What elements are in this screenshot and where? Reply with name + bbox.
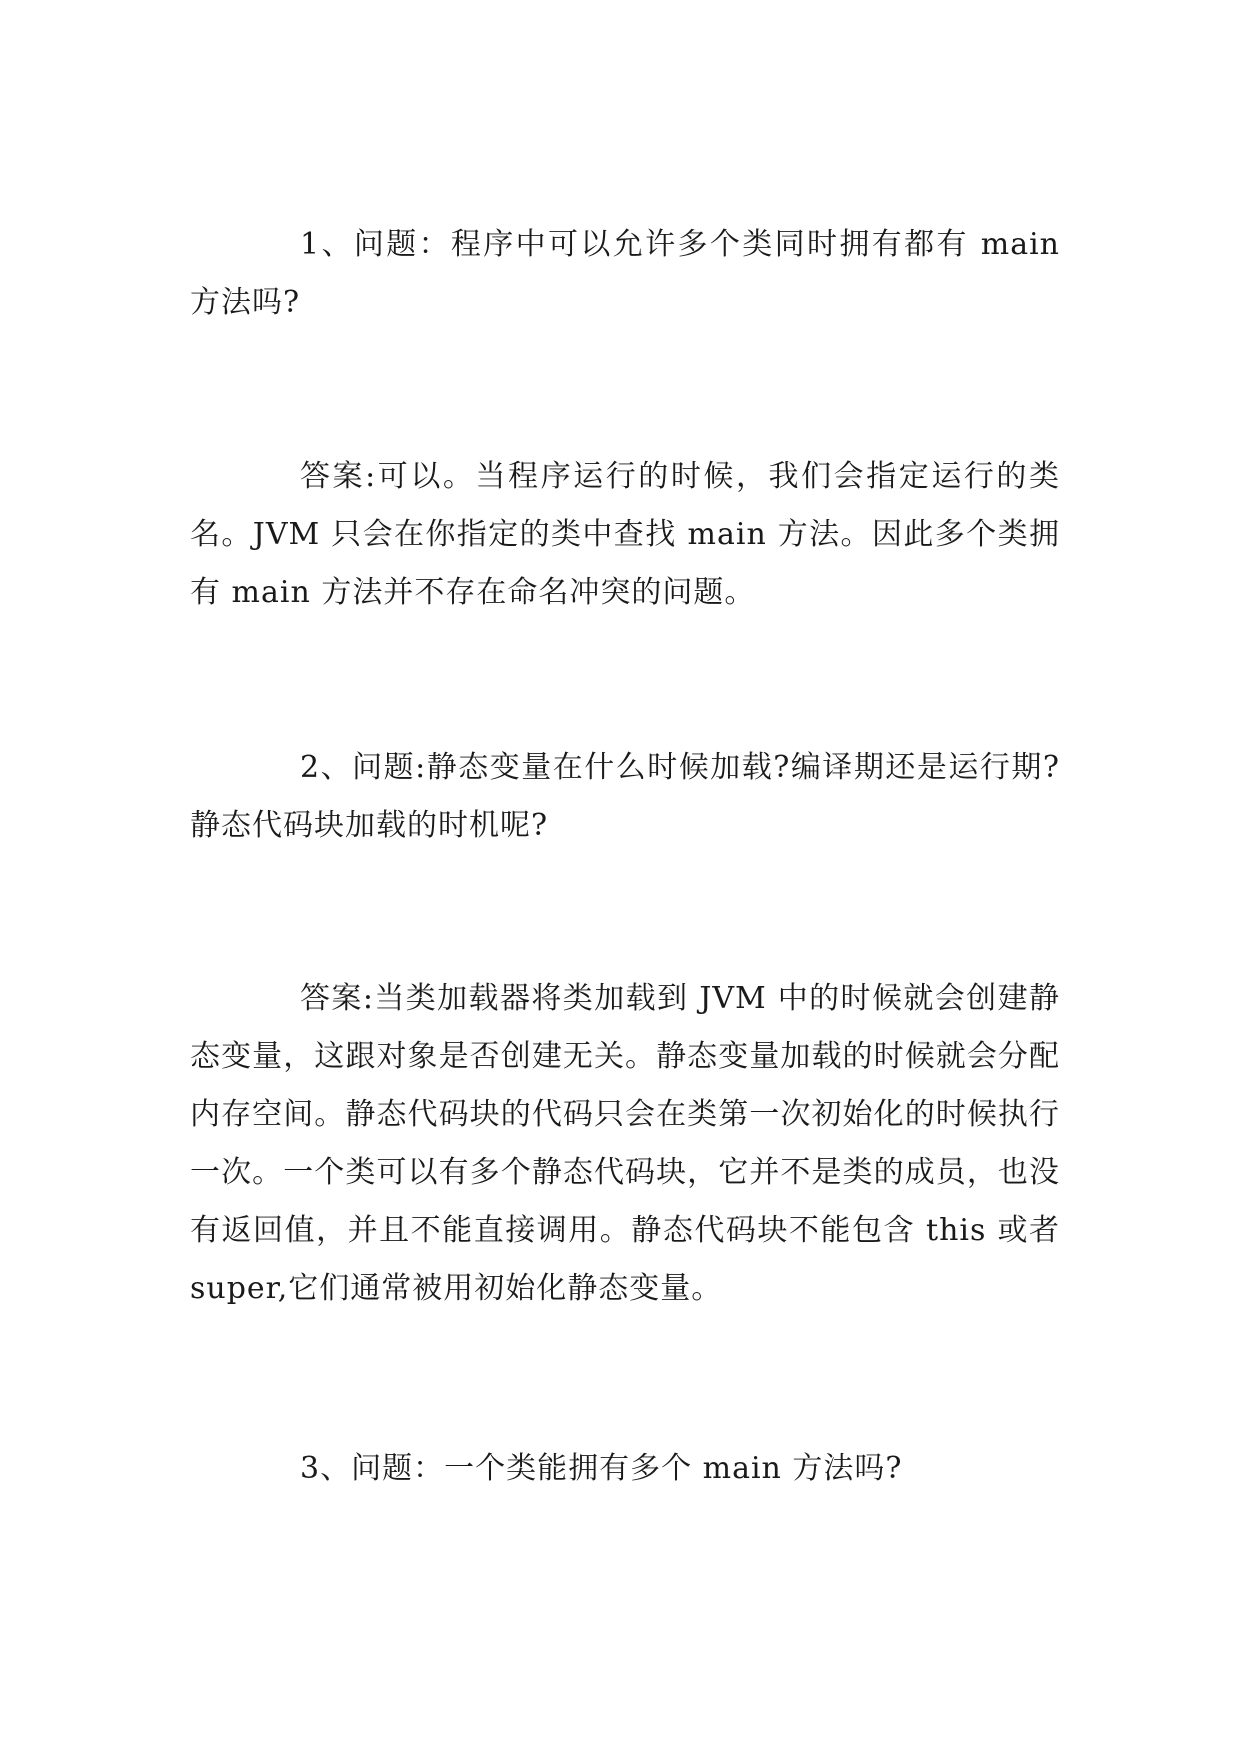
question-3: 3、问题：一个类能拥有多个 main 方法吗? bbox=[300, 1451, 903, 1486]
question-2: 2、问题:静态变量在什么时候加载?编译期还是运行期?静态代码块加载的时机呢? bbox=[190, 750, 1060, 843]
answer-2: 答案:当类加载器将类加载到 JVM 中的时候就会创建静态变量，这跟对象是否创建无关。静态变量加载的时候就会分配内存空间。静态代码块的代码只会在类第一次初始化的时候执行一次。一个类可以有多个静态代码块，它并不是类的成员，也没有返回值，并且不能直接调用。静态代码块不能包含 this 或者 super,它们通常被用初始化静态变量。 bbox=[190, 981, 1060, 1306]
answer-1: 答案:可以。当程序运行的时候，我们会指定运行的类名。JVM 只会在你指定的类中查找 main 方法。因此多个类拥有 main 方法并不存在命名冲突的问题。 bbox=[190, 459, 1060, 610]
question-1: 1、问题：程序中可以允许多个类同时拥有都有 main 方法吗? bbox=[190, 227, 1060, 320]
